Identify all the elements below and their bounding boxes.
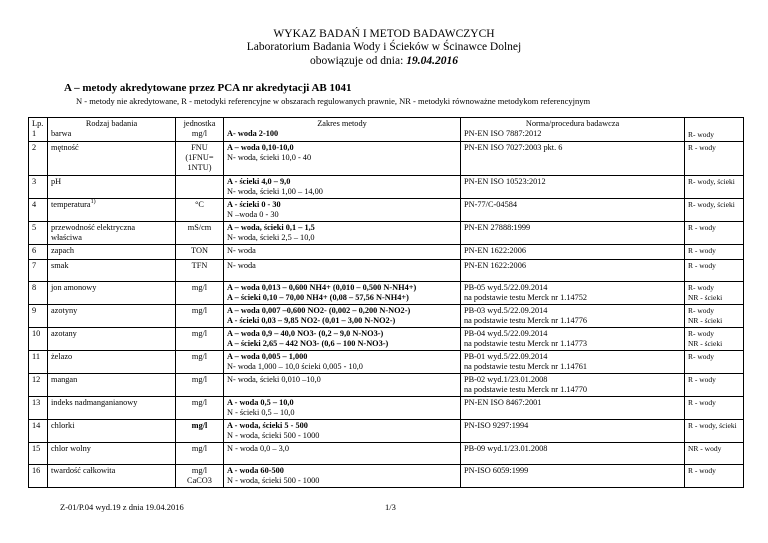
rs-value: R- wody <box>688 130 715 139</box>
cell-lp <box>29 118 48 142</box>
table-row <box>29 465 744 488</box>
rs-line: R- wody <box>688 283 715 292</box>
cell-rs: R - wody, ścieki <box>685 420 744 443</box>
cell-jednostka: TFN <box>176 260 224 282</box>
jednostka-value: mg/l <box>191 129 208 138</box>
norma-line: na podstawie testu Merck nr 1.14773 <box>464 339 588 348</box>
cell-zakres <box>224 199 461 222</box>
cell-rodzaj: pH <box>48 176 176 199</box>
table-row <box>29 199 744 222</box>
zakres-line: A – woda 0,007 –0,600 NO2- (0,002 – 0,200 N-NO2-) <box>227 306 411 315</box>
zakres-line: A - woda 0,5 – 10,0 <box>227 398 294 407</box>
zakres-value: A- woda 2-100 <box>227 129 279 138</box>
section-title: A – metody akredytowane przez PCA nr akredytacji AB 1041 <box>64 82 352 94</box>
table-row <box>29 305 744 328</box>
cell-lp: 10 <box>29 328 48 351</box>
rs-line: R- wody <box>688 329 715 338</box>
table-row <box>29 245 744 260</box>
cell-lp: 3 <box>29 176 48 199</box>
cell-norma: PN-EN ISO 10523:2012 <box>461 176 685 199</box>
cell-zakres <box>224 397 461 420</box>
cell-zakres <box>224 176 461 199</box>
zakres-line: N - ścieki 0,5 – 10,0 <box>227 408 295 417</box>
valid-from <box>0 55 768 68</box>
cell-rs: R - wody <box>685 465 744 488</box>
zakres-line: A – woda 0,10-10,0 <box>227 143 294 152</box>
cell-jednostka: TON <box>176 245 224 260</box>
cell-rs: R- wody <box>685 351 744 374</box>
cell-jednostka: mg/l <box>176 374 224 397</box>
zakres-line: A – ścieki 0,10 – 70,00 NH4+ (0,08 – 57,56 N-NH4+) <box>227 293 409 302</box>
zakres-line: A – woda 0,9 – 40,0 NO3- (0,2 – 9,0 N-NO3-) <box>227 329 384 338</box>
cell-norma: PN-EN ISO 8467:2001 <box>461 397 685 420</box>
table-row <box>29 397 744 420</box>
table-row <box>29 118 744 142</box>
norma-line: na podstawie testu Merck nr 1.14776 <box>464 316 588 325</box>
cell-rodzaj: jon amonowy <box>48 282 176 305</box>
cell-zakres <box>224 222 461 245</box>
cell-rodzaj: żelazo <box>48 351 176 374</box>
cell-lp: 14 <box>29 420 48 443</box>
cell-lp: 6 <box>29 245 48 260</box>
norma-value: PN-EN ISO 7887:2012 <box>464 129 542 138</box>
norma-line: na podstawie testu Merck nr 1.14761 <box>464 362 588 371</box>
cell-lp: 11 <box>29 351 48 374</box>
cell-jednostka: mg/l <box>176 328 224 351</box>
cell-jednostka: mg/l CaCO3 <box>176 465 224 488</box>
zakres-line: A - ścieki 0,03 – 9,85 NO2- (0,01 – 3,00 N-NO2-) <box>227 316 396 325</box>
cell-zakres: N - woda 0,0 – 3,0 <box>224 443 461 465</box>
lab-name: Laboratorium Badania Wody i Ścieków w Ścinawce Dolnej <box>246 41 522 53</box>
rs-line: R- wody <box>688 306 715 315</box>
row-number: 1 <box>32 129 37 138</box>
cell-zakres <box>224 465 461 488</box>
cell-norma: PN-EN 1622:2006 <box>461 245 685 260</box>
cell-rodzaj: indeks nadmanganianowy <box>48 397 176 420</box>
jednostka-line: (1FNU= <box>185 153 214 162</box>
document-title: WYKAZ BADAŃ I METOD BADAWCZYCH <box>273 28 495 40</box>
table-row <box>29 374 744 397</box>
zakres-line: A - ścieki 4,0 – 9,0 <box>227 177 291 186</box>
cell-jednostka <box>176 118 224 142</box>
header-lp: Lp. <box>32 119 44 128</box>
zakres-line: A – ścieki 2,65 – 442 NO3- (0,6 – 100 N-NO3-) <box>227 339 389 348</box>
rs-line: NR - ścieki <box>688 339 723 348</box>
table-row <box>29 443 744 465</box>
norma-line: PB-02 wyd.1/23.01.2008 <box>464 375 548 384</box>
cell-jednostka: mg/l <box>176 305 224 328</box>
table-row <box>29 282 744 305</box>
cell-rodzaj: azotany <box>48 328 176 351</box>
cell-rs <box>685 282 744 305</box>
cell-rodzaj <box>48 199 176 222</box>
cell-lp: 15 <box>29 443 48 465</box>
table-row <box>29 142 744 176</box>
table-row <box>29 260 744 282</box>
cell-rs: R - wody <box>685 260 744 282</box>
rodzaj-value: barwa <box>51 129 72 138</box>
norma-line: PB-05 wyd.5/22.09.2014 <box>464 283 548 292</box>
cell-jednostka <box>176 176 224 199</box>
zakres-line: A – woda 0,005 – 1,000 <box>227 352 308 361</box>
cell-zakres: N- woda, ścieki 0,010 –10,0 <box>224 374 461 397</box>
cell-norma: PN-EN 27888:1999 <box>461 222 685 245</box>
cell-jednostka: mg/l <box>176 420 224 443</box>
cell-rodzaj: mętność <box>48 142 176 176</box>
cell-lp: 12 <box>29 374 48 397</box>
table-row <box>29 222 744 245</box>
valid-from-date: 19.04.2016 <box>406 55 458 67</box>
cell-jednostka: mg/l <box>176 351 224 374</box>
rodzaj-line: właściwa <box>51 233 82 242</box>
cell-rodzaj: chlor wolny <box>48 443 176 465</box>
header-jednostka: jednostka <box>183 119 216 128</box>
zakres-line: A - woda, ścieki 5 - 500 <box>227 421 308 430</box>
cell-jednostka <box>176 142 224 176</box>
cell-lp: 8 <box>29 282 48 305</box>
cell-rodzaj <box>48 222 176 245</box>
cell-lp: 5 <box>29 222 48 245</box>
table-row <box>29 328 744 351</box>
norma-line: PB-01 wyd.5/22.09.2014 <box>464 352 548 361</box>
cell-rodzaj: azotyny <box>48 305 176 328</box>
rs-line: NR - ścieki <box>688 293 723 302</box>
norma-line: PB-04 wyd.5/22.09.2014 <box>464 329 548 338</box>
cell-rodzaj: smak <box>48 260 176 282</box>
table-row <box>29 420 744 443</box>
zakres-line: N- woda, ścieki 10,0 - 40 <box>227 153 312 162</box>
cell-zakres <box>224 328 461 351</box>
zakres-line: N –woda 0 - 30 <box>227 210 279 219</box>
header-rodzaj: Rodzaj badania <box>85 119 138 128</box>
header-zakres: Zakres metody <box>317 119 367 128</box>
norma-line: PB-03 wyd.5/22.09.2014 <box>464 306 548 315</box>
cell-rs: R - wody <box>685 222 744 245</box>
cell-lp: 2 <box>29 142 48 176</box>
cell-norma <box>461 351 685 374</box>
cell-zakres <box>224 305 461 328</box>
cell-zakres <box>224 118 461 142</box>
cell-lp: 16 <box>29 465 48 488</box>
cell-lp: 13 <box>29 397 48 420</box>
cell-norma <box>461 282 685 305</box>
cell-lp: 4 <box>29 199 48 222</box>
norma-line: na podstawie testu Merck nr 1.14752 <box>464 293 588 302</box>
cell-norma: PN-EN 1622:2006 <box>461 260 685 282</box>
zakres-line: A – woda 0,013 – 0,600 NH4+ (0,010 – 0,500 N-NH4+) <box>227 283 417 292</box>
cell-jednostka: °C <box>176 199 224 222</box>
zakres-line: N - woda, ścieki 500 - 1000 <box>227 431 320 440</box>
cell-rodzaj: chlorki <box>48 420 176 443</box>
cell-rs: R - wody <box>685 142 744 176</box>
cell-norma <box>461 374 685 397</box>
cell-lp: 7 <box>29 260 48 282</box>
section-description: N - metody nie akredytowane, R - metodyki referencyjne w obszarach regulowanych prawnie, NR - metodyki równoważne metodykom referencyjnym <box>76 96 591 106</box>
cell-rs: R - wody <box>685 245 744 260</box>
cell-rs <box>685 305 744 328</box>
cell-zakres <box>224 142 461 176</box>
zakres-line: N- woda 1,000 – 10,0 ścieki 0,005 - 10,0 <box>227 362 363 371</box>
jednostka-line: FNU <box>191 143 208 152</box>
cell-norma <box>461 118 685 142</box>
cell-jednostka: mS/cm <box>176 222 224 245</box>
cell-rs: R- wody, ścieki <box>685 176 744 199</box>
cell-zakres: N- woda <box>224 260 461 282</box>
zakres-line: N- woda, ścieki 2,5 – 10,0 <box>227 233 315 242</box>
header-norma: Norma/procedura badawcza <box>525 119 620 128</box>
cell-norma: PN-EN ISO 7027:2003 pkt. 6 <box>461 142 685 176</box>
cell-rodzaj: twardość całkowita <box>48 465 176 488</box>
cell-norma: PN-77/C-04584 <box>461 199 685 222</box>
zakres-line: A - ścieki 0 - 30 <box>227 200 281 209</box>
cell-rs: R- wody, ścieki <box>685 199 744 222</box>
valid-from-label: obowiązuje od dnia: <box>310 55 404 67</box>
rodzaj-line: przewodność elektryczna <box>51 223 136 232</box>
cell-norma: PB-09 wyd.1/23.01.2008 <box>461 443 685 465</box>
footnote-marker: 1) <box>90 199 96 206</box>
cell-rs: NR - wody <box>685 443 744 465</box>
cell-rodzaj: mangan <box>48 374 176 397</box>
cell-rodzaj <box>48 118 176 142</box>
cell-jednostka: mg/l <box>176 443 224 465</box>
cell-rs <box>685 328 744 351</box>
cell-norma <box>461 305 685 328</box>
zakres-line: A - woda 60-500 <box>227 466 284 475</box>
rs-line: NR - ścieki <box>688 316 723 325</box>
form-identifier: Z-01/P.04 wyd.19 z dnia 19.04.2016 <box>60 502 184 512</box>
cell-jednostka: mg/l <box>176 282 224 305</box>
cell-rs <box>685 118 744 142</box>
page-number: 1/3 <box>385 502 396 512</box>
jednostka-line: 1NTU) <box>187 163 212 172</box>
cell-rodzaj: zapach <box>48 245 176 260</box>
table-row <box>29 176 744 199</box>
cell-rs: R - wody <box>685 374 744 397</box>
rodzaj-value: temperatura <box>51 200 91 209</box>
cell-rs: R - wody <box>685 397 744 420</box>
cell-norma <box>461 328 685 351</box>
cell-norma: PN-ISO 9297:1994 <box>461 420 685 443</box>
cell-zakres <box>224 420 461 443</box>
zakres-line: A – woda, ścieki 0,1 – 1,5 <box>227 223 315 232</box>
cell-norma: PN-ISO 6059:1999 <box>461 465 685 488</box>
cell-zakres <box>224 351 461 374</box>
cell-lp: 9 <box>29 305 48 328</box>
norma-line: na podstawie testu Merck nr 1.14770 <box>464 385 588 394</box>
cell-jednostka: mg/l <box>176 397 224 420</box>
cell-zakres <box>224 282 461 305</box>
cell-zakres: N- woda <box>224 245 461 260</box>
table-row <box>29 351 744 374</box>
methods-table <box>28 117 744 488</box>
zakres-line: N - woda, ścieki 500 - 1000 <box>227 476 320 485</box>
zakres-line: N- woda, ścieki 1,00 – 14,00 <box>227 187 323 196</box>
